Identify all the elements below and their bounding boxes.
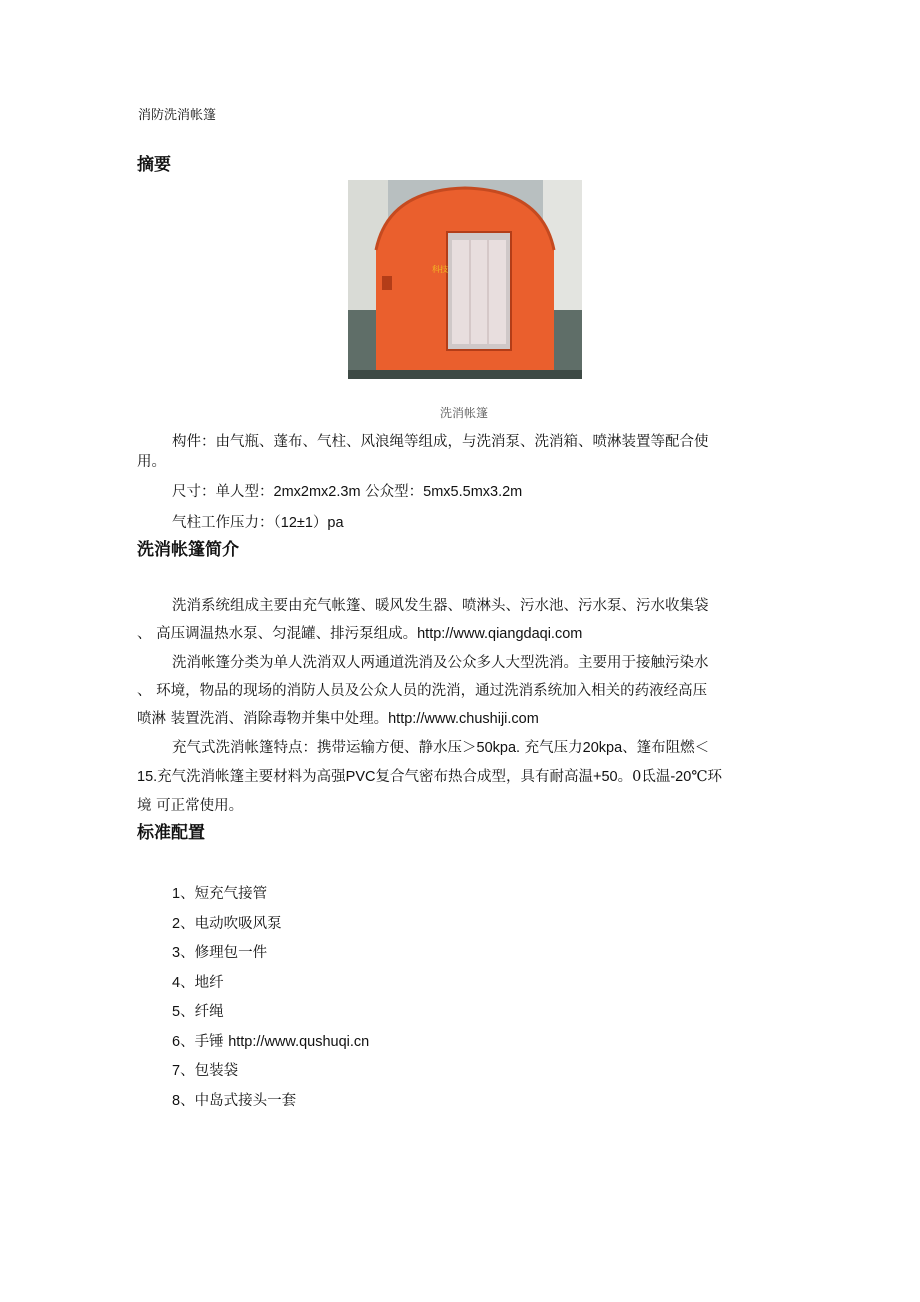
intro-paragraph-2-cont2: 喷淋 装置洗消、消除毒物并集中处理。http://www.chushiji.com <box>137 711 539 727</box>
list-item: 4、地纤 <box>172 975 224 991</box>
section-heading-abstract: 摘要 <box>137 155 171 175</box>
abstract-paragraph-pressure: 气柱工作压力：（12±1）pa <box>172 515 344 531</box>
abstract-paragraph-size: 尺寸：单人型：2mx2mx2.3m 公众型：5mx5.5mx3.2m <box>172 484 523 500</box>
url-link-qiangdaqi[interactable]: http://www.qiangdaqi.com <box>417 626 583 642</box>
document-title: 消防洗消帐篷 <box>138 108 217 123</box>
list-item: 7、包装袋 <box>172 1063 239 1079</box>
list-item: 3、修理包一件 <box>172 945 268 961</box>
intro-paragraph-2-cont: 、 环境，物品的现场的消防人员及公众人员的洗消，通过洗消系统加入相关的药液经高压 <box>137 683 708 699</box>
photo-watermark: 科技 <box>432 265 448 274</box>
section-heading-standard: 标准配置 <box>137 823 205 843</box>
intro-paragraph-3-cont: 15.充气洗消帐篷主要材料为高强PVC复合气密布热合成型，具有耐高温+50。0氐温-20℃环 <box>137 769 723 785</box>
intro-paragraph-3-cont2: 境 可正常使用。 <box>137 798 244 814</box>
intro-paragraph-1-cont: 、 高压调温热水泵、匀混罐、排污泵组成。http://www.qiangdaqi.com <box>137 626 583 642</box>
intro-paragraph-2: 洗消帐篷分类为单人洗消双人两通道洗消及公众多人大型洗消。主要用于接触污染水 <box>172 655 709 671</box>
intro-paragraph-3: 充气式洗消帐篷特点：携带运输方便、静水压＞50kpa. 充气压力20kpa、篷布阻燃＜ <box>172 740 710 756</box>
abstract-paragraph-components-cont: 用。 <box>137 454 166 470</box>
list-item: 2、电动吹吸风泵 <box>172 916 282 932</box>
url-link-chushiji[interactable]: http://www.chushiji.com <box>388 711 539 727</box>
list-item: 1、短充气接管 <box>172 886 268 902</box>
url-link-qushuqi[interactable]: http://www.qushuqi.cn <box>228 1034 370 1050</box>
figure-caption: 洗消帐篷 <box>439 406 488 420</box>
tent-photo <box>348 180 582 379</box>
list-item: 8、中岛式接头一套 <box>172 1093 297 1109</box>
intro-paragraph-1: 洗消系统组成主要由充气帐篷、暖风发生器、喷淋头、污水池、污水泵、污水收集袋 <box>172 598 709 614</box>
list-item: 6、手锤 http://www.qushuqi.cn <box>172 1034 370 1050</box>
abstract-paragraph-components: 构件：由气瓶、蓬布、气柱、风浪绳等组成，与洗消泵、洗消箱、喷淋装置等配合使 <box>172 434 709 450</box>
section-heading-intro: 洗消帐篷简介 <box>137 540 239 560</box>
list-item: 5、纤绳 <box>172 1004 224 1020</box>
